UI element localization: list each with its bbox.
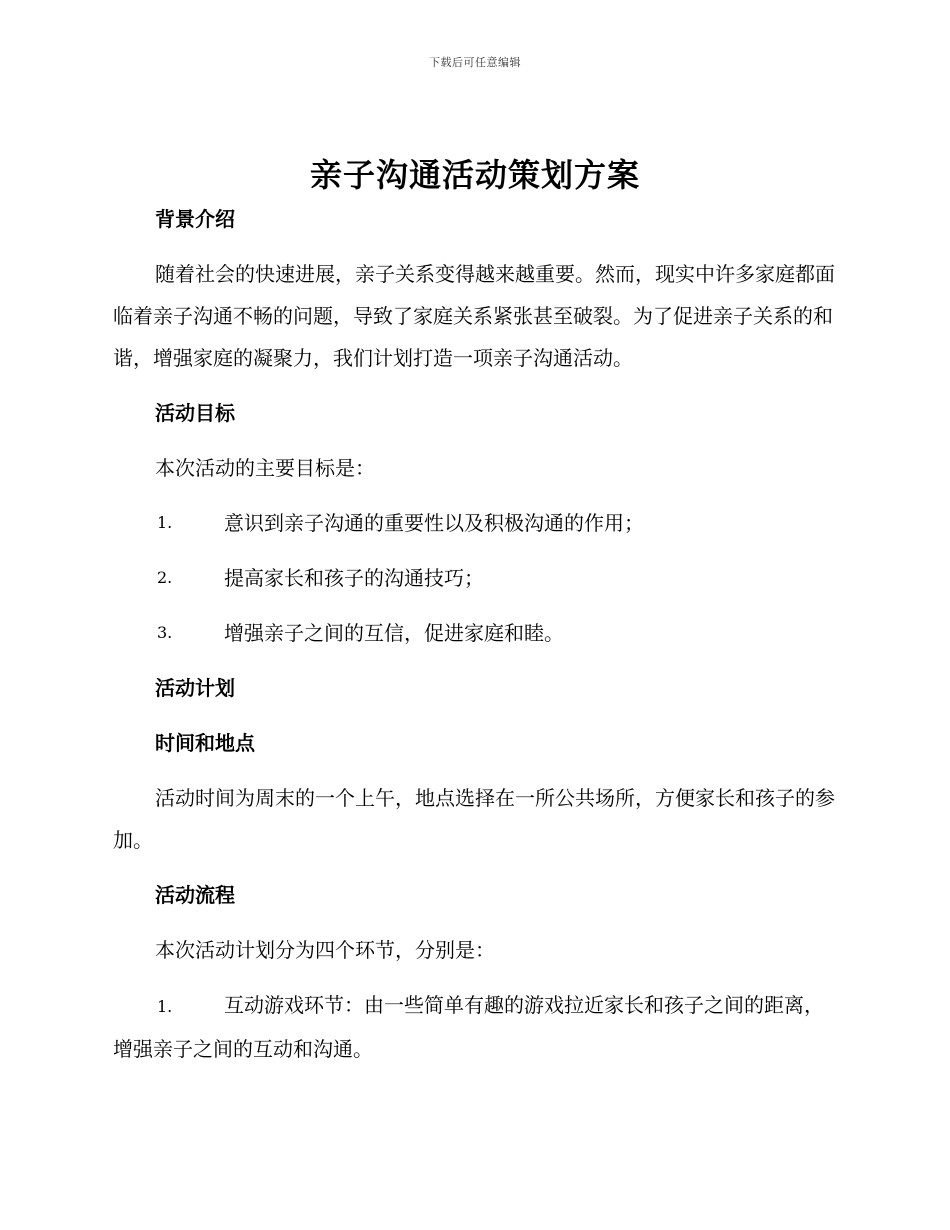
section-heading-background: 背景介绍 — [155, 207, 235, 231]
list-text: 提高家长和孩子的沟通技巧； — [224, 566, 484, 590]
time-place-paragraph: 活动时间为周末的一个上午，地点选择在一所公共场所，方便家长和孩子的参加。 — [113, 786, 835, 852]
background-paragraph: 随着社会的快速进展，亲子关系变得越来越重要。然而，现实中许多家庭都面临着亲子沟通不畅的问题，导致了家庭关系紧张甚至破裂。为了促进亲子关系的和谐，增强家庭的凝聚力，我们计划打造一项亲子沟通活动。 — [113, 262, 835, 370]
list-number: 1. — [157, 997, 173, 1016]
process-list-item — [113, 984, 837, 1070]
goal-list-item — [113, 502, 837, 544]
list-number: 3. — [157, 623, 173, 642]
list-text: 意识到亲子沟通的重要性以及积极沟通的作用； — [224, 511, 644, 535]
document-title: 亲子沟通活动策划方案 — [309, 156, 640, 194]
section-heading-plan: 活动计划 — [155, 676, 235, 700]
goal-list-item — [113, 557, 837, 599]
document-body — [113, 198, 837, 1083]
process-intro-paragraph: 本次活动计划分为四个环节，分别是： — [155, 938, 495, 962]
list-number: 1. — [157, 513, 173, 532]
goals-intro-paragraph: 本次活动的主要目标是： — [155, 456, 375, 480]
goal-list-item — [113, 612, 837, 654]
section-heading-process: 活动流程 — [155, 883, 235, 907]
list-text: 增强亲子之间的互信，促进家庭和睦。 — [224, 621, 564, 645]
section-heading-time-place: 时间和地点 — [155, 731, 255, 755]
section-heading-goals: 活动目标 — [155, 401, 235, 425]
list-text: 互动游戏环节：由一些简单有趣的游戏拉近家长和孩子之间的距离，增强亲子之间的互动和沟通。 — [113, 993, 824, 1061]
list-number: 2. — [157, 568, 173, 587]
page-header-note: 下载后可任意编辑 — [429, 56, 521, 69]
